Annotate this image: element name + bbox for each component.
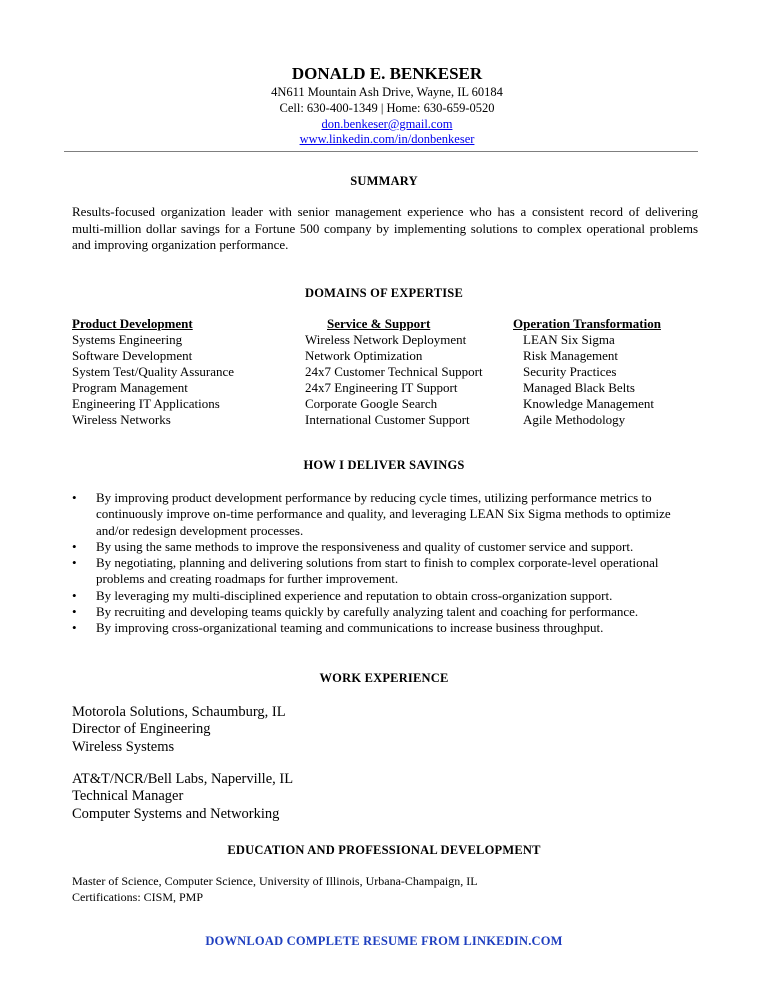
savings-heading: HOW I DELIVER SAVINGS	[303, 458, 465, 472]
column-title: Operation Transformation	[513, 316, 661, 331]
bullet-icon: •	[72, 604, 77, 620]
list-item: Managed Black Belts	[523, 380, 635, 395]
job-title: Director of Engineering	[72, 721, 211, 738]
phone-numbers: Cell: 630-400-1349 | Home: 630-659-0520	[279, 101, 495, 115]
list-item	[72, 555, 702, 588]
column-title: Service & Support	[327, 316, 431, 331]
download-resume-link[interactable]: DOWNLOAD COMPLETE RESUME FROM LINKEDIN.COM	[205, 934, 563, 948]
job-company: AT&T/NCR/Bell Labs, Naperville, IL	[72, 771, 294, 787]
list-item: LEAN Six Sigma	[523, 332, 615, 347]
expertise-column-operations	[513, 316, 661, 428]
expertise-column-product	[72, 316, 234, 428]
job-title: Technical Manager	[72, 788, 184, 805]
job-company: Motorola Solutions, Schaumburg, IL	[72, 704, 286, 720]
bullet-icon: •	[72, 490, 77, 505]
email-line	[0, 117, 768, 132]
education-details	[72, 874, 478, 905]
header-divider	[64, 151, 698, 152]
list-item	[72, 490, 702, 539]
certifications: Certifications: CISM, PMP	[72, 889, 204, 904]
job-area: Wireless Systems	[72, 738, 175, 755]
list-item	[72, 539, 702, 555]
education-heading: EDUCATION AND PROFESSIONAL DEVELOPMENT	[227, 843, 541, 857]
savings-list	[72, 490, 702, 637]
job-area: Computer Systems and Networking	[72, 805, 280, 822]
list-item	[72, 604, 702, 620]
list-item: Wireless Networks	[72, 412, 171, 427]
bullet-icon: •	[72, 620, 77, 636]
list-item: 24x7 Engineering IT Support	[305, 380, 458, 395]
bullet-text: By recruiting and developing teams quickly by carefully analyzing talent and coaching for performance.	[96, 604, 639, 620]
job-entry-motorola	[72, 704, 286, 756]
list-item: Program Management	[72, 380, 188, 395]
email-link[interactable]: don.benkeser@gmail.com	[321, 117, 453, 131]
summary-heading: SUMMARY	[350, 174, 418, 188]
list-item	[72, 588, 702, 604]
degree: Master of Science, Computer Science, University of Illinois, Urbana-Champaign, IL	[72, 874, 478, 888]
bullet-icon: •	[72, 538, 77, 554]
list-item: Network Optimization	[305, 348, 423, 363]
candidate-name: DONALD E. BENKESER	[291, 64, 483, 83]
work-heading: WORK EXPERIENCE	[319, 671, 449, 685]
list-item: Knowledge Management	[523, 396, 655, 411]
list-item: Corporate Google Search	[305, 396, 438, 411]
list-item: Software Development	[72, 348, 193, 363]
list-item: Risk Management	[523, 348, 618, 363]
address: 4N611 Mountain Ash Drive, Wayne, IL 60184	[271, 85, 503, 99]
job-entry-att	[72, 771, 293, 823]
bullet-text: By improving product development performance by reducing cycle times, utilizing performance metrics to continuously improve on-time performance and quality, and leveraging LEAN Six Sigma methods to optimize and/or redesign development processes.	[96, 490, 671, 538]
bullet-text: By negotiating, planning and delivering solutions from start to finish to complex corporate-level operational problems and creating roadmaps for further improvement.	[96, 555, 659, 587]
list-item: Engineering IT Applications	[72, 396, 220, 411]
bullet-icon: •	[72, 587, 77, 603]
bullet-icon: •	[72, 555, 77, 571]
bullet-text: By improving cross-organizational teaming and communications to increase business throughput.	[96, 620, 604, 636]
list-item: 24x7 Customer Technical Support	[305, 364, 483, 379]
list-item: Wireless Network Deployment	[305, 332, 467, 347]
summary-text: Results-focused organization leader with senior management experience who has a consistent record of delivering multi-million dollar savings for a Fortune 500 company by implementing solutions to complex operational problems and improving organization performance.	[72, 204, 698, 252]
expertise-heading: DOMAINS OF EXPERTISE	[305, 286, 463, 300]
list-item	[72, 620, 702, 636]
list-item: Security Practices	[523, 364, 617, 379]
list-item: Agile Methodology	[523, 412, 626, 427]
list-item: International Customer Support	[305, 412, 470, 427]
linkedin-link[interactable]: www.linkedin.com/in/donbenkeser	[299, 132, 475, 146]
linkedin-line	[0, 132, 768, 147]
expertise-column-service	[305, 316, 483, 428]
bullet-text: By using the same methods to improve the responsiveness and quality of customer service and support.	[96, 538, 634, 554]
list-item: System Test/Quality Assurance	[72, 364, 235, 379]
bullet-text: By leveraging my multi-disciplined experience and reputation to obtain cross-organization support.	[96, 587, 613, 603]
column-title: Product Development	[72, 316, 193, 331]
list-item: Systems Engineering	[72, 332, 183, 347]
